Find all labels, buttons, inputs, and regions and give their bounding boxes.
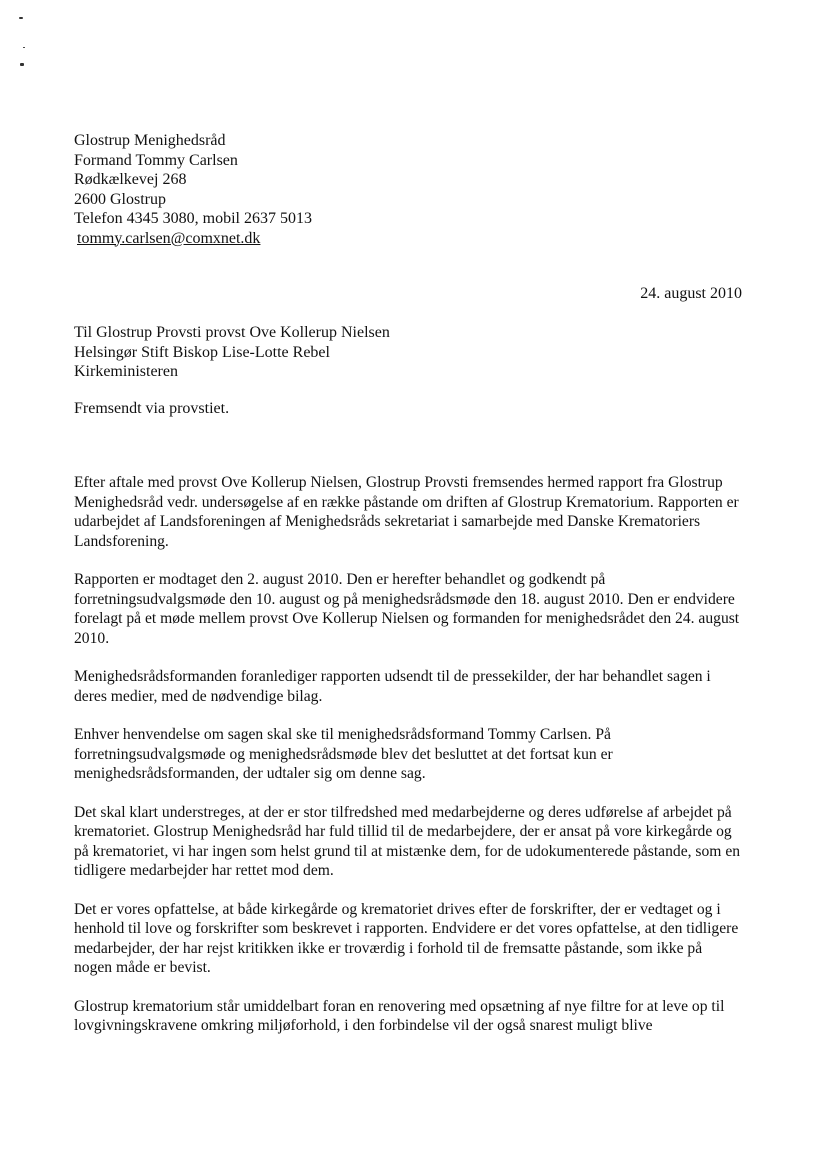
scan-speck xyxy=(19,17,23,19)
sender-chair: Formand Tommy Carlsen xyxy=(74,151,238,169)
recipients-block xyxy=(74,323,390,382)
body-paragraph: Glostrup krematorium står umiddelbart foran en renovering med opsætning af nye filtre for at leve op til lovgivningskravene omkring miljøforhold, i den forbindelse vil der også snarest muligt blive xyxy=(74,997,725,1034)
letter-body xyxy=(74,473,742,1055)
sender-email-link[interactable]: tommy.carlsen@comxnet.dk xyxy=(77,229,261,247)
sender-city: 2600 Glostrup xyxy=(74,190,166,208)
body-paragraph: Det er vores opfattelse, at både kirkegårde og krematoriet drives efter de forskrifter, der er vedtaget og i henhold til love og forskrifter som beskrevet i rapporten. Endvidere er det vores opfattelse, at den tidligere medarbejder, der har rejst kritikken ikke er troværdig i forhold til de fremsatte påstande, som ikke på nogen måde er bevist. xyxy=(74,900,739,976)
sent-via-note: Fremsendt via provstiet. xyxy=(74,400,230,417)
letter-date: 24. august 2010 xyxy=(640,285,742,302)
recipient-line: Kirkeministeren xyxy=(74,363,178,380)
scan-speck xyxy=(23,47,25,48)
body-paragraph: Menighedsrådsformanden foranlediger rapporten udsendt til de pressekilder, der har behandlet sagen i deres medier, med de nødvendige bilag. xyxy=(74,668,711,705)
body-paragraph: Efter aftale med provst Ove Kollerup Nielsen, Glostrup Provsti fremsendes hermed rapport fra Glostrup Menighedsråd vedr. undersøgelse af en række påstande om driften af Glostrup Krematorium. Rapporten er udarbejdet af Landsforeningen af Menighedsråds sekretariat i samarbejde med Danske Krematoriers Landsforening. xyxy=(74,474,739,550)
sender-street: Rødkælkevej 268 xyxy=(74,171,187,188)
scan-speck xyxy=(20,63,24,66)
recipient-line: Til Glostrup Provsti provst Ove Kollerup Nielsen xyxy=(74,324,390,341)
sender-organization: Glostrup Menighedsråd xyxy=(74,132,226,149)
body-paragraph: Rapporten er modtaget den 2. august 2010. Den er herefter behandlet og godkendt på forretningsudvalgsmøde den 10. august og på menighedsrådsmøde den 18. august 2010. Den er endvidere forelagt på et møde mellem provst Ove Kollerup Nielsen og formanden for menighedsrådet den 24. august 2010. xyxy=(74,571,740,647)
recipient-line: Helsingør Stift Biskop Lise-Lotte Rebel xyxy=(74,343,330,361)
body-paragraph: Enhver henvendelse om sagen skal ske til menighedsrådsformand Tommy Carlsen. På forretningsudvalgsmøde og menighedsrådsmøde blev det besluttet at det fortsat kun er menighedsrådsformanden, der udtaler sig om denne sag. xyxy=(74,726,613,782)
body-paragraph: Det skal klart understreges, at der er stor tilfredshed med medarbejderne og deres udførelse af arbejdet på krematoriet. Glostrup Menighedsråd har fuld tillid til de medarbejdere, der er ansat på vore kirkegårde og på krematoriet, vi har ingen som helst grund til at mistænke dem, for de udokumenterede påstande, som en tidligere medarbejder har rettet mod dem. xyxy=(74,803,741,879)
sender-phone: Telefon 4345 3080, mobil 2637 5013 xyxy=(74,210,312,227)
sender-address-block xyxy=(74,131,312,248)
